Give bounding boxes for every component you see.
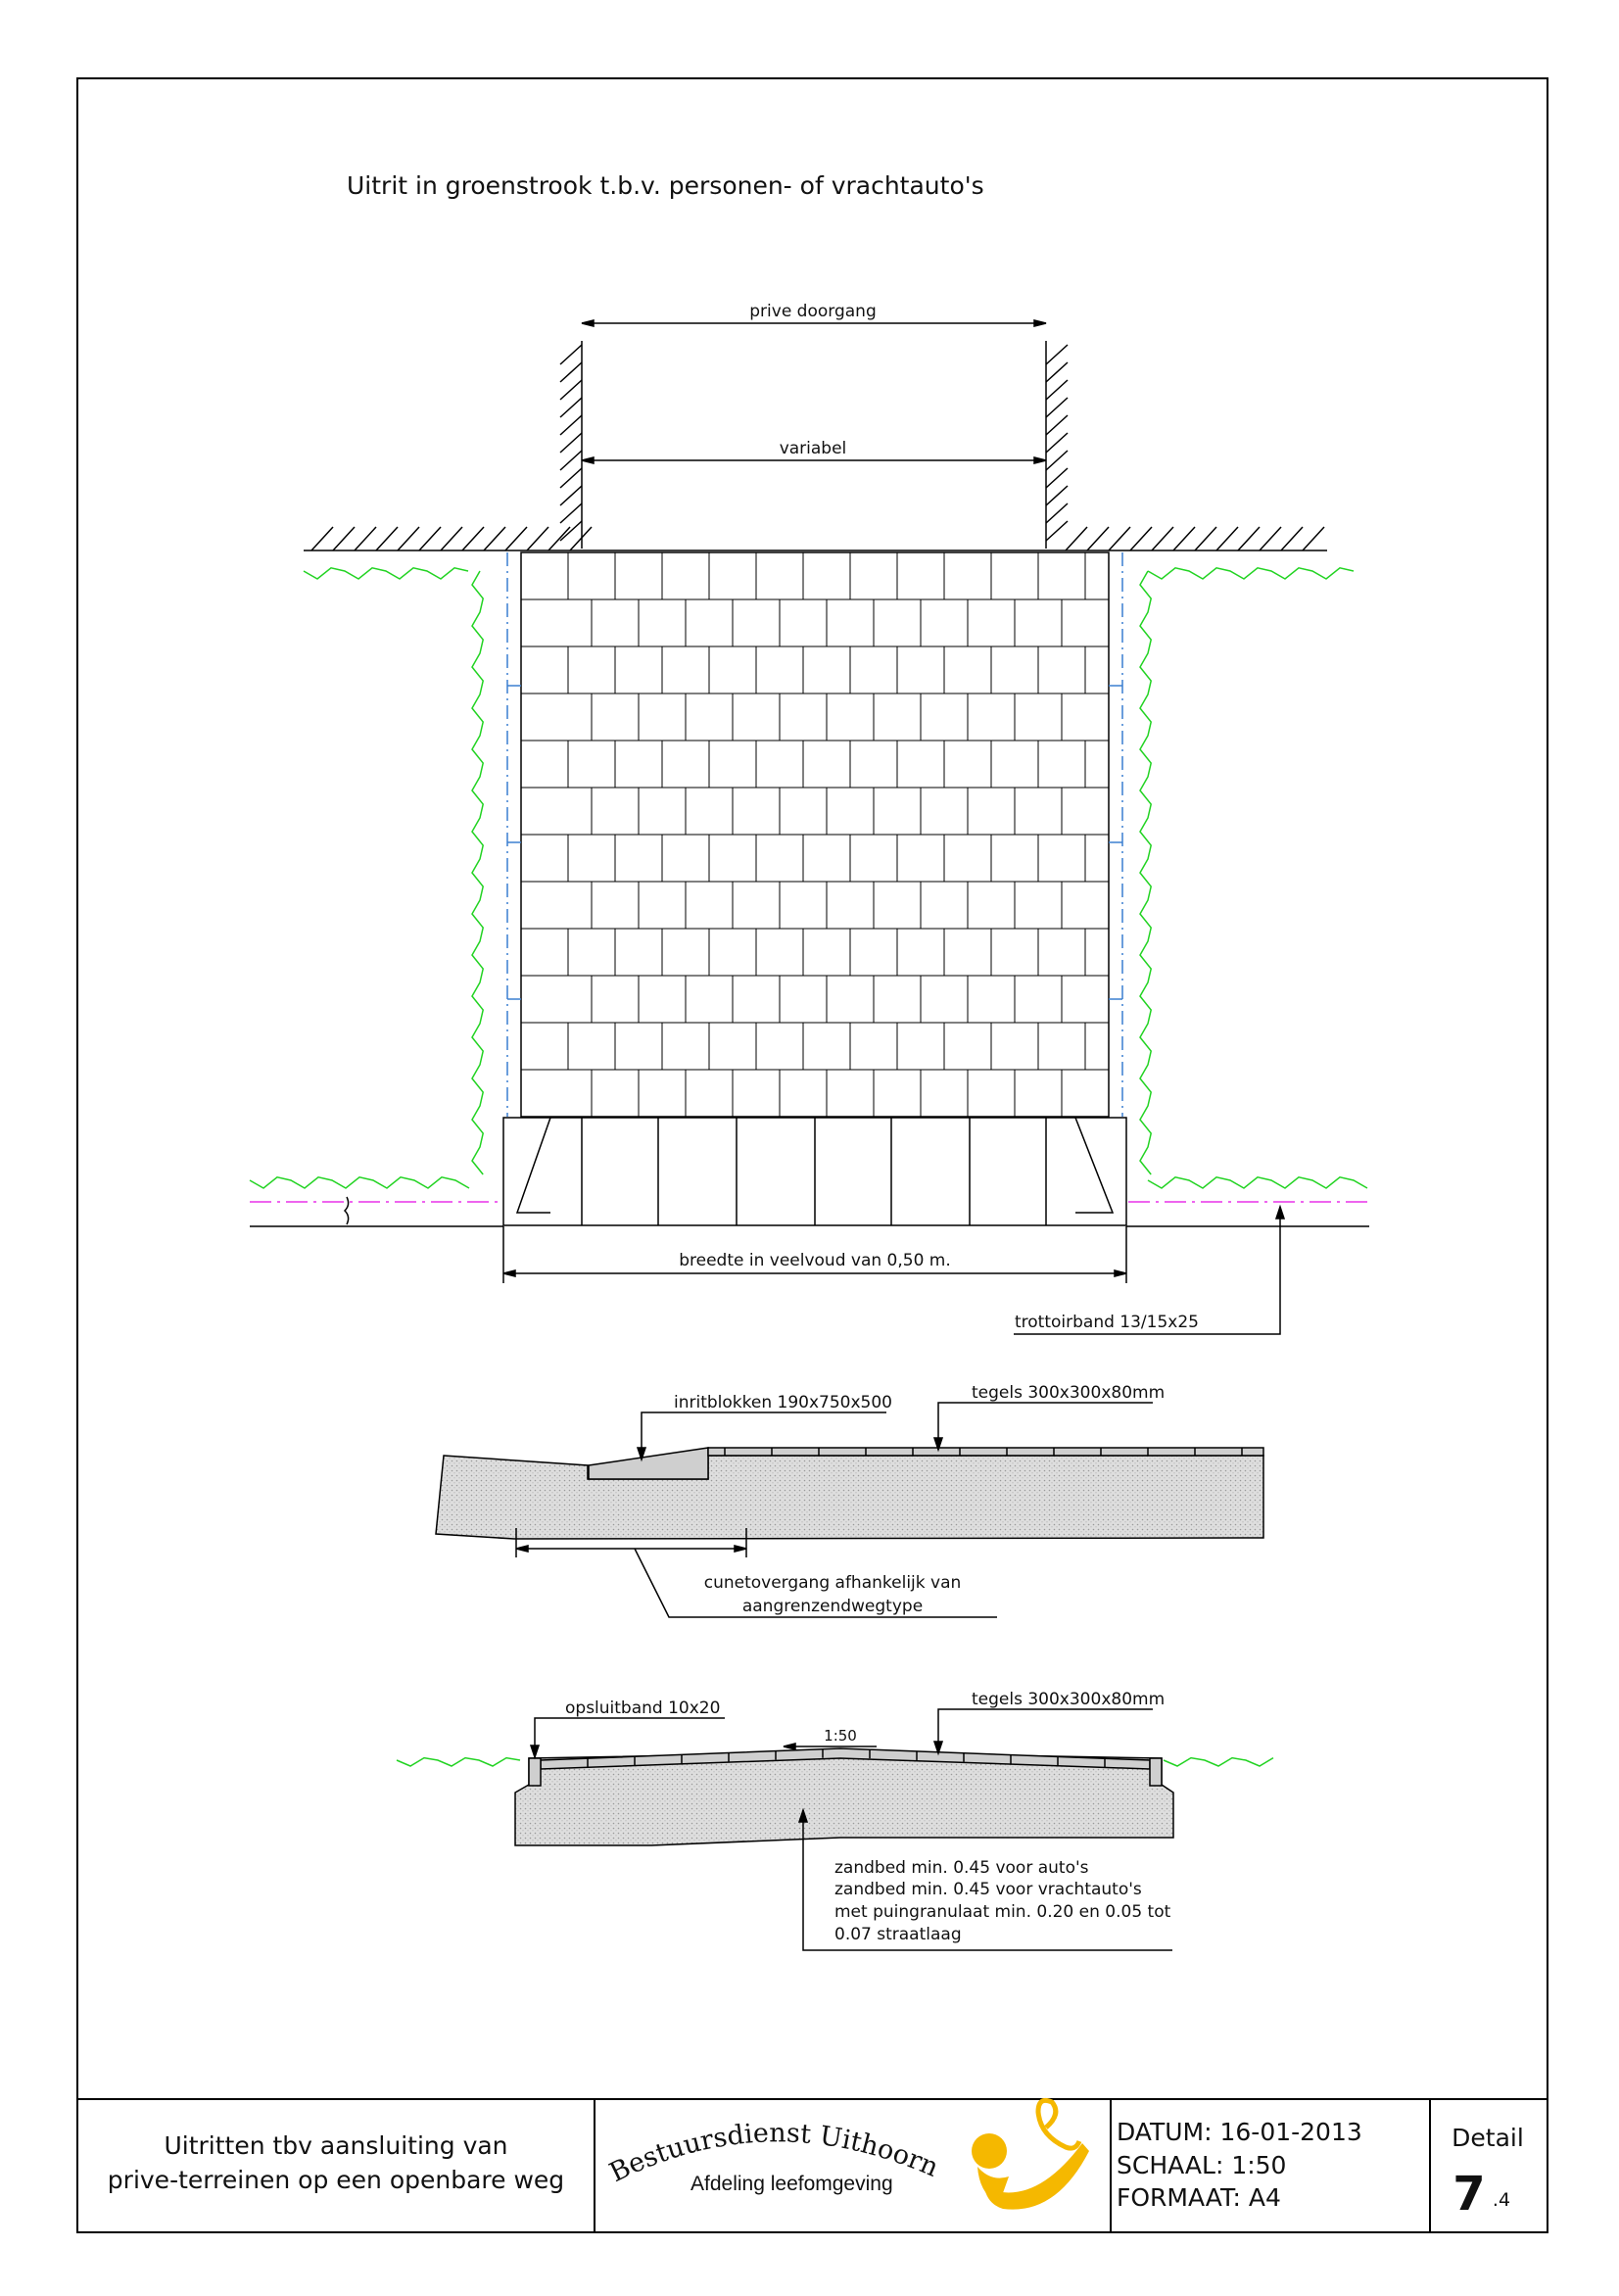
grass-edge [1164,1758,1273,1766]
label-ramp-blocks: inritblokken 190x750x500 [674,1393,892,1412]
hatch-stroke [1216,527,1238,550]
hatch-stroke [1281,527,1303,550]
hatch-stroke [1046,433,1068,453]
grass-edge [1140,571,1151,1174]
hatch-stroke [560,345,582,364]
ramp-slope-left [517,1118,550,1213]
paving-pattern [521,552,1109,1117]
hatch-stroke [1046,468,1068,488]
tile-layer [708,1448,1263,1456]
hatch-stroke [1046,398,1068,417]
ramp-slope-right [1075,1118,1113,1213]
note-line-4: 0.07 straatlaag [834,1925,962,1944]
hatch-stroke [484,527,505,550]
arrow-head [531,1746,539,1757]
org-name: Bestuursdienst Uithoorn [604,2118,943,2189]
label-transition-2: aangrenzendwegtype [741,1597,924,1616]
label-curb: trottoirband 13/15x25 [1015,1313,1199,1332]
leader-curb [535,1718,725,1757]
hatch-stroke [1046,503,1068,523]
hatch-stroke [1046,362,1068,382]
hatch-stroke [1130,527,1152,550]
hatch-stroke [560,451,582,470]
tb-detail-label: Detail [1452,2124,1524,2152]
leader-tiles [938,1403,1153,1450]
hatch-stroke [560,433,582,453]
dim-label-gateway: prive doorgang [749,302,877,321]
note-line-1: zandbed min. 0.45 voor auto's [834,1858,1089,1878]
label-curb-2: opsluitband 10x20 [565,1698,721,1718]
org-department: Afdeling leefomgeving [690,2173,893,2195]
hatch-stroke [570,527,592,550]
arrow-head [1115,1270,1126,1276]
hatch-stroke [560,486,582,505]
label-tiles-2: tegels 300x300x80mm [972,1690,1166,1709]
hatch-stroke [1046,521,1068,541]
sand-bed [436,1456,1263,1539]
arrow-head [735,1546,746,1552]
hatch-stroke [462,527,484,550]
hatch-stroke [560,398,582,417]
hatch-stroke [1046,415,1068,435]
hatch-stroke [560,468,582,488]
tb-schaal: SCHAAL: 1:50 [1117,2151,1287,2179]
hatch-stroke [1046,451,1068,470]
arrow-head [582,320,594,326]
label-slope: 1:50 [824,1727,857,1745]
tb-description-2: prive-terreinen op een openbare weg [107,2166,565,2194]
hatch-stroke [441,527,462,550]
label-transition-1: cunetovergang afhankelijk van [703,1573,962,1593]
break-mark [345,1197,349,1224]
grass-edge [304,568,468,579]
sheet-border [77,78,1548,2232]
tb-datum: DATUM: 16-01-2013 [1117,2118,1362,2146]
arrow-head [784,1744,795,1749]
hatch-stroke [560,362,582,382]
note-line-3: met puingranulaat min. 0.20 en 0.05 tot [834,1902,1171,1922]
org-logo [605,2100,1089,2209]
hatch-stroke [527,527,548,550]
arrow-head [582,457,594,463]
label-tiles-1: tegels 300x300x80mm [972,1383,1166,1403]
dim-label-width: breedte in veelvoud van 0,50 m. [679,1251,951,1270]
hatch-stroke [1260,527,1281,550]
curb-left [529,1758,541,1786]
ribbon-icon [1038,2100,1079,2148]
hatch-stroke [419,527,441,550]
property-line-hatch [311,527,1324,550]
ramp-block-pattern [517,1118,1113,1225]
leader-tiles-2 [938,1709,1153,1753]
hatch-stroke [1152,527,1173,550]
arrow-head [503,1270,515,1276]
hatch-stroke [1046,486,1068,505]
hatch-stroke [1066,527,1087,550]
hatch-stroke [1303,527,1324,550]
hatch-stroke [1109,527,1130,550]
arrow-head [1034,457,1046,463]
arrow-head [516,1546,528,1552]
tb-description-1: Uitritten tbv aansluiting van [164,2131,508,2160]
figure-icon [972,2133,1007,2169]
hatch-stroke [505,527,527,550]
dim-label-variable: variabel [779,439,847,458]
arrow-head [1034,320,1046,326]
arrow-head [1276,1207,1284,1219]
hatch-stroke [560,503,582,523]
hatch-stroke [1046,345,1068,364]
hatch-stroke [1173,527,1195,550]
hatch-stroke [548,527,570,550]
curb-right [1150,1758,1162,1786]
hatch-stroke [398,527,419,550]
hatch-stroke [1238,527,1260,550]
tb-formaat: FORMAAT: A4 [1117,2183,1281,2212]
wall-hatch-right [1046,345,1068,541]
grass-edge [472,571,483,1174]
wall-hatch-left [560,345,582,541]
hatch-stroke [1195,527,1216,550]
hatch-stroke [311,527,333,550]
grass-edge [1148,568,1354,579]
hatch-stroke [560,415,582,435]
grass-edge [250,1177,469,1188]
hatch-stroke [1046,380,1068,400]
grass-edge [397,1758,520,1766]
hatch-stroke [355,527,376,550]
ramp-block [589,1448,708,1479]
hatch-stroke [560,380,582,400]
hatch-stroke [1087,527,1109,550]
grass-strip [250,568,1367,1188]
hatch-stroke [376,527,398,550]
tb-detail-suffix: .4 [1492,2189,1511,2211]
grass-edge [1148,1177,1367,1188]
drawing-title: Uitrit in groenstrook t.b.v. personen- of vrachtauto's [347,171,984,200]
note-line-2: zandbed min. 0.45 voor vrachtauto's [834,1880,1142,1899]
hatch-stroke [333,527,355,550]
hatch-stroke [560,521,582,541]
tb-detail-number: 7 [1452,2167,1486,2222]
